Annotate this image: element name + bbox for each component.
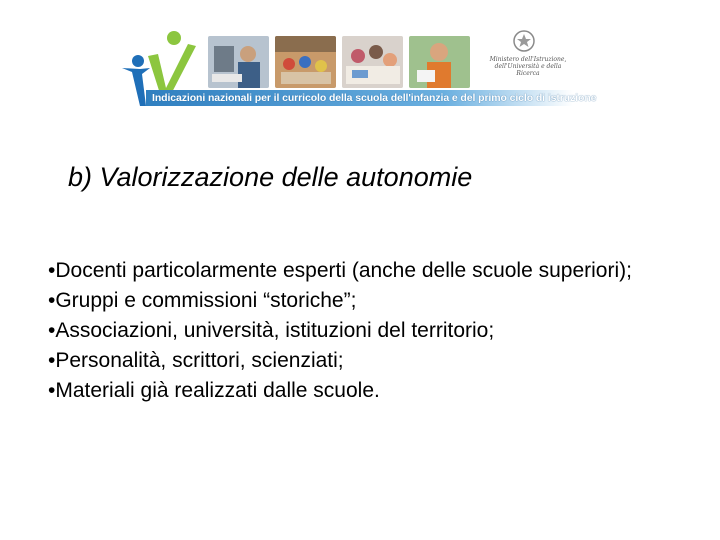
bullet-item: •Docenti particolarmente esperti (anche delle scuole superiori); xyxy=(48,259,632,282)
bullet-item: •Personalità, scrittori, scienziati; xyxy=(48,349,344,372)
photo-strip xyxy=(208,36,470,88)
ministry-name: Ministero dell'Istruzione, dell'Università e della Ricerca xyxy=(489,56,567,77)
bullet-list xyxy=(48,256,648,406)
photo-group-activity xyxy=(342,36,403,88)
header-banner xyxy=(118,28,597,112)
ministry-logo xyxy=(483,28,573,80)
bullet-item: •Gruppi e commissioni “storiche”; xyxy=(48,289,357,312)
slide-title: b) Valorizzazione delle autonomie xyxy=(68,162,473,192)
photo-classroom xyxy=(275,36,336,88)
photo-children-computer xyxy=(208,36,269,88)
photo-student-reading xyxy=(409,36,470,88)
program-title: Indicazioni nazionali per il curricolo della scuola dell'infanzia e del primo ciclo di istruzione xyxy=(152,92,597,104)
bullet-item: •Associazioni, università, istituzioni del territorio; xyxy=(48,319,495,342)
bullet-item: •Materiali già realizzati dalle scuole. xyxy=(48,379,380,402)
republic-emblem-icon xyxy=(511,28,537,54)
